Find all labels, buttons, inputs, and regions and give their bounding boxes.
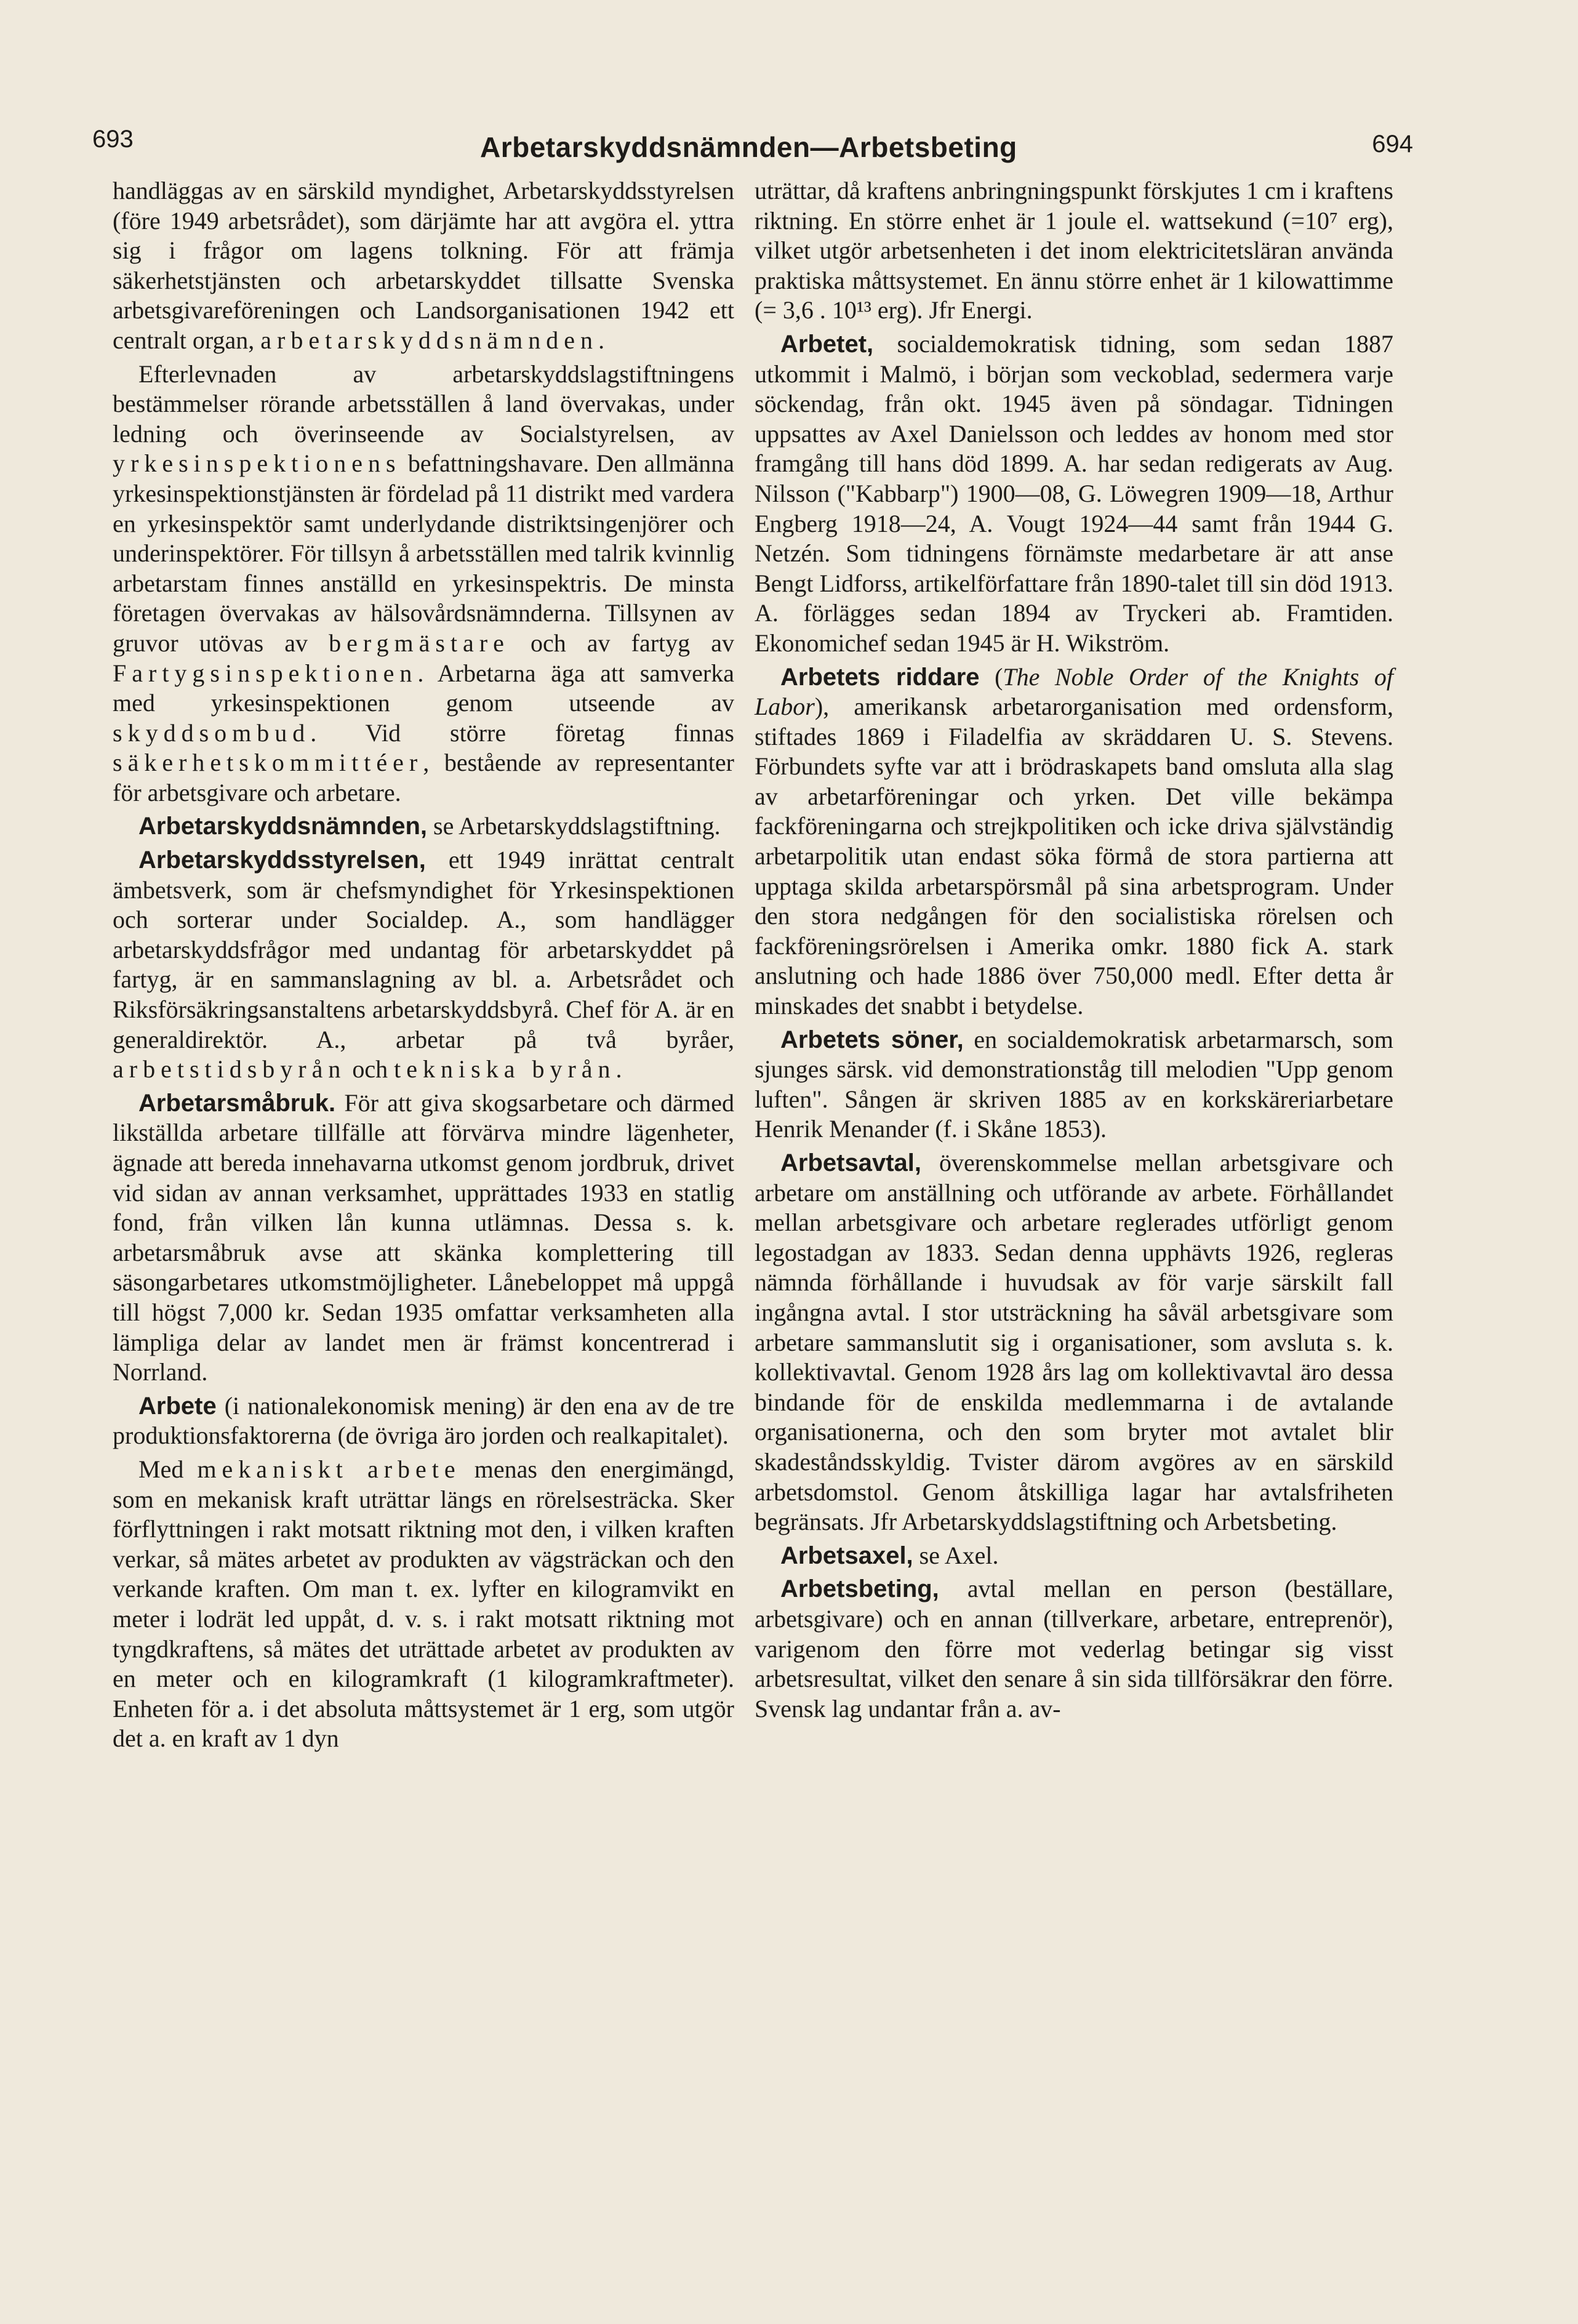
body-text: För att giva skogsarbetare och därmed likställda arbetare tillfälle att förvärva mindre lägenheter, ägnade att bereda innehavarna utkomst genom jordbruk, drivet vid sidan av annan verksamhet, upprättades 1933 en statlig fond, från vilken lån kunna utlämnas. Dessa s. k. arbetarsmåbruk avse att skänka komplettering till säsongarbetares utkomstmöjligheter. Lånebeloppet må uppgå till högst 7,000 kr. Sedan 1935 omfattar verksamheten alla lämpliga delar av landet men är främst koncentrerad i Norrland. [113,1088,734,1386]
entry-headword: Arbetsbeting, [780,1575,939,1603]
spaced-term: Fartygsinspektionen [113,659,418,687]
entry-paragraph [113,811,734,842]
body-text: . [615,1055,622,1084]
body-text: (i nationalekonomisk mening) är den ena av de tre produktionsfaktorerna (de övriga äro jorden och realkapitalet). [113,1391,734,1450]
spaced-term: bergmästare [329,629,510,657]
entry-headword: Arbetets riddare [780,663,980,691]
body-text: , bestående av representanter för arbetsgivare och arbetare. [113,749,734,806]
spaced-term: säkerhetskommittéer [113,749,423,777]
body-text: Med [138,1455,198,1483]
entry-paragraph [113,176,734,356]
spaced-term: tekniska byrån [394,1055,616,1084]
entry-headword: Arbetsaxel, [780,1542,913,1569]
left-column [113,176,734,1758]
page-number-right: 694 [1372,131,1413,158]
right-column [755,176,1393,1727]
body-text: se Arbetarskyddslagstiftning. [427,812,721,840]
entry-headword: Arbetarskyddsstyrelsen, [138,846,426,874]
body-text: avtal mellan en person (beställare, arbetsgivare) och en annan (tillverkare, arbetare, entreprenör), varigenom den förre mot vederlag betingar sig visst arbetsresultat, vilket den senare å sin sida tillförsäkrar den förre. Svensk lag undantar från a. av- [755,1575,1393,1723]
body-text: uträttar, då kraftens anbringningspunkt förskjutes 1 cm i kraftens riktning. En större enhet är 1 joule el. wattsekund (=10⁷ erg), vilket utgör arbetsenheten i det inom elektricitetsläran använda praktiska måttsystemet. En ännu större enhet är 1 kilowattimme (= 3,6 . 10¹³ erg). Jfr Energi. [755,177,1393,324]
entry-headword: Arbetsavtal, [780,1149,921,1176]
body-text: överenskommelse mellan arbetsgivare och arbetare om anställning och utförande av arbete. Förhållandet mellan arbetsgivare och arbetare reglerades utförligt genom legostadgan av 1833. Sedan denna upphävts 1926, regleras nämnda förhållande i huvudsak av för varje särskilt fall ingångna avtal. I stor utsträckning ha såväl arbetsgivare som arbetare sammanslutit sig i organisationer, som avsluta s. k. kollektivavtal. Genom 1928 års lag om kollektivavtal äro dessa bindande för de enskilda medlemmarna i de avtalande organisationerna, och den som bryter mot avtalet blir skadeståndsskyldig. Tvister därom avgöres av en särskild arbetsdomstol. Genom åtskilliga lagar har avtalsfriheten begränsats. Jfr Arbetarskyddslagstiftning och Arbetsbeting. [755,1149,1393,1536]
spaced-term: yrkesinspektionens [113,449,401,478]
entry-paragraph [113,360,734,808]
italic-text: The Noble Order of the Knights of Labor [755,662,1394,721]
body-text: och [346,1055,394,1084]
entry-paragraph [755,1148,1393,1537]
entry-paragraph [755,1574,1393,1724]
entry-paragraph [113,1391,734,1451]
body-text: se Axel. [913,1541,999,1569]
entry-paragraph [755,176,1393,326]
page-number-left: 693 [92,126,134,153]
running-title: Arbetarskyddsnämnden—Arbetsbeting [480,131,1017,163]
entry-paragraph [113,845,734,1085]
body-text: . Arbetarna äga att samverka med yrkesinspektionen genom utseende av [113,659,734,717]
entry-paragraph [755,662,1393,1021]
entry-paragraph [755,329,1393,659]
body-text: Efterlevnaden av arbetarskyddslagstiftningens bestämmelser rörande arbetsställen å land övervakas, under ledning och överinseende av Socialstyrelsen, av [113,360,734,448]
entry-paragraph [113,1455,734,1754]
body-text: en socialdemokratisk arbetarmarsch, som sjunges särsk. vid demonstrationståg till melodien "Upp genom luften". Sången är skriven 1885 av en korkskäreriarbetare Henrik Menander (f. i Skåne 1853). [755,1025,1393,1143]
body-text: menas den energimängd, som en mekanisk kraft uträttar längs en rörelsesträcka. Sker förflyttningen i rakt motsatt riktning mot den, i vilken kraften verkar, så mätes arbetet av produkten av vägsträckan och den verkande kraften. Om man t. ex. lyfter en kilogramvikt en meter i lodrät led uppåt, d. v. s. i rakt motsatt riktning mot tyngdkraftens, så mätes det uträttade arbetet av produkten av en meter och en kilogramkraft (1 kilogramkraftmeter). Enheten för a. i det absoluta måttsystemet är 1 erg, som utgör det a. en kraft av 1 dyn [113,1455,735,1753]
spaced-term: mekaniskt arbete [197,1455,461,1483]
body-text: socialdemokratisk tidning, som sedan 1887 utkommit i Malmö, i början som veckoblad, sedermera varje söckendag, från okt. 1945 även på söndagar. Tidningen uppsattes av Axel Danielsson och leddes av honom med stor framgång till hans död 1899. A. har sedan redigerats av Aug. Nilsson ("Kabbarp") 1900—08, G. Löwegren 1909—18, Arthur Engberg 1918—24, A. Vougt 1924—44 samt från 1944 G. Netzén. Som tidningens förnämste medarbetare är att anse Bengt Lidforss, artikelförfattare från 1890-talet till sin död 1913. A. förlägges sedan 1894 av Tryckeri ab. Framtiden. Ekonomichef sedan 1945 är H. Wikström. [755,329,1393,657]
body-text: . [598,326,605,354]
body-text: ( [979,662,1003,691]
entry-headword: Arbetarsmåbruk. [138,1089,336,1117]
body-text: handläggas av en särskild myndighet, Arbetarskyddsstyrelsen (före 1949 arbetsrådet), som därjämte har att avgöra el. yttra sig i frågor om lagens tolkning. För att främja säkerhetstjänsten och arbetarskyddet tillsatte Svenska arbetsgivareföreningen och Landsorganisationen 1942 ett centralt organ, [113,177,734,354]
body-text: ett 1949 inrättat centralt ämbetsverk, som är chefsmyndighet för Yrkesinspektionen och sorterar under Socialdep. A., som handlägger arbetarskyddsfrågor med undantag för arbetarskyddet på fartyg, är en sammanslagning av bl. a. Arbetsrådet och Riksförsäkringsanstaltens arbetarskyddsbyrå. Chef för A. är en generaldirektör. A., arbetar på två byråer, [113,846,734,1053]
entry-headword: Arbete [138,1392,217,1420]
spaced-term: arbetstidsbyrån [113,1055,346,1084]
body-text: och av fartyg av [509,629,734,657]
spaced-term: arbetarskyddsnämnden [260,326,599,354]
entry-paragraph [755,1025,1393,1144]
body-text: . Vid större företag finnas [310,718,734,747]
entry-paragraph [113,1088,734,1388]
body-text: ), amerikansk arbetarorganisation med ordensform, stiftades 1869 i Filadelfia av skräddaren U. S. Stevens. Förbundets syfte var att i brödraskapets band omsluta alla slag av arbetarföreningar och yrken. Det ville bekämpa fackföreningarna och strejkpolitiken och icke driva självständig arbetarpolitik utan endast söka förmå de stora partierna att upptaga skilda arbetarspörsmål på sina arbetsprogram. Under den stora nedgången för den socialistiska rörelsen och fackföreningsrörelsen i Amerika omkr. 1880 fick A. stark anslutning och hade 1886 över 750,000 medl. Efter detta år minskades det snabbt i betydelse. [755,693,1393,1020]
entry-headword: Arbetarskyddsnämnden, [138,813,428,840]
body-text: befattningshavare. Den allmänna yrkesinspektionstjänsten är fördelad på 11 distrikt med vardera en yrkesinspektör samt underlydande distriktsingenjörer och underinspektörer. För tillsyn å arbetsställen med talrik kvinnlig arbetarstam finnes anställd en yrkesinspektris. De minsta företagen övervakas av hälsovårdsnämnderna. Tillsynen av gruvor utövas av [113,449,734,657]
running-head [0,122,1578,171]
entry-headword: Arbetet, [780,330,874,358]
entry-headword: Arbetets söner, [780,1026,964,1053]
spaced-term: skyddsombud [113,718,311,747]
entry-paragraph [755,1541,1393,1571]
